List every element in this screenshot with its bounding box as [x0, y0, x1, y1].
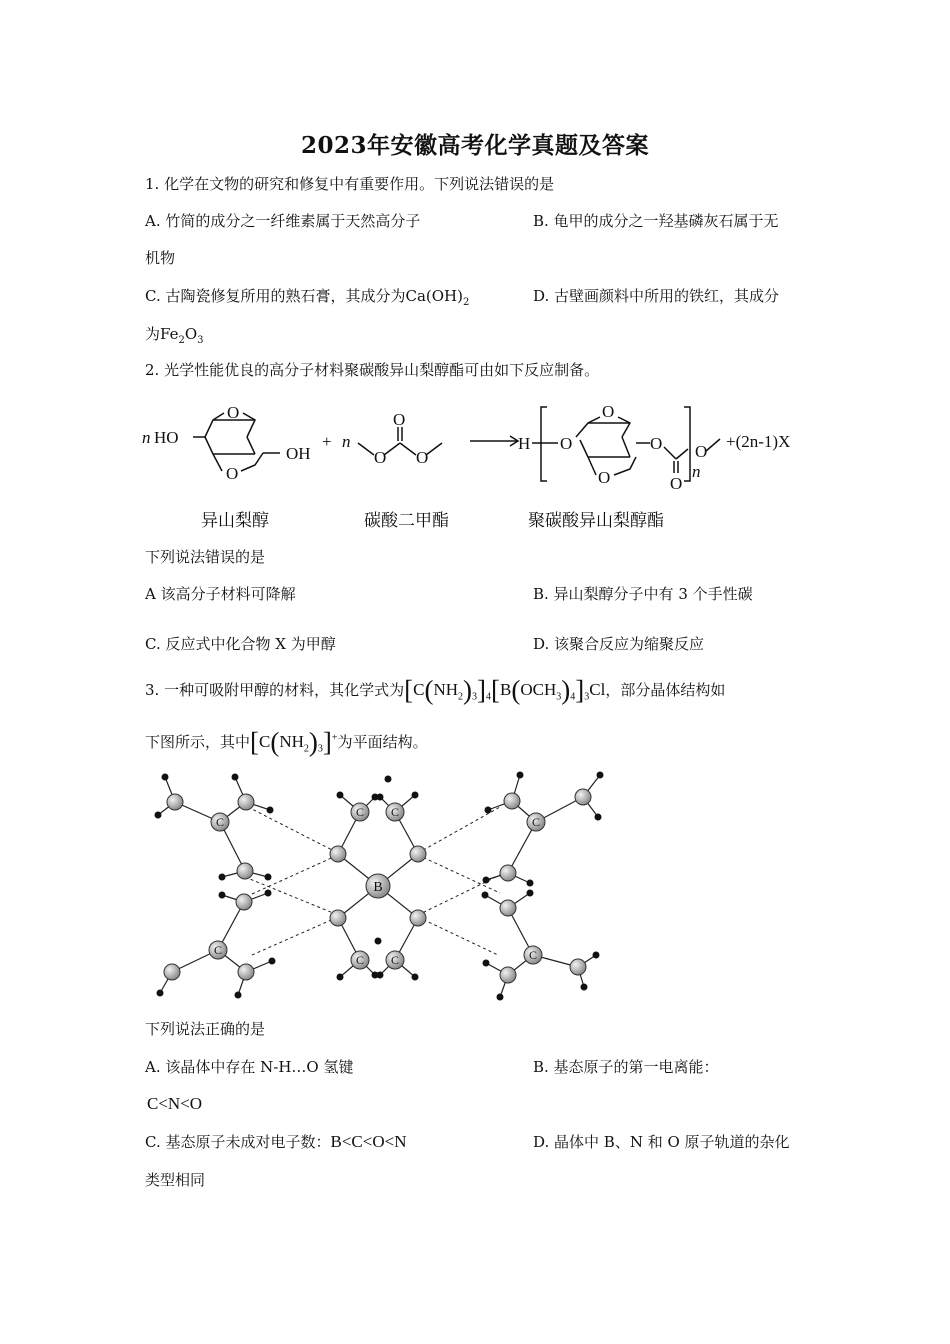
o-label-4: O: [393, 410, 406, 429]
q1-option-a: A. 竹简的成分之一纤维素属于天然高分子: [145, 212, 421, 230]
q1-option-c: C. 古陶瓷修复所用的熟石膏，其成分为$Ca(OH)_2$: [145, 287, 470, 308]
q2-prompt: 下列说法错误的是: [145, 548, 266, 566]
q3-option-b-cont: C<N<O: [147, 1094, 203, 1113]
c-atom-label: C: [355, 953, 365, 967]
q2-option-c: C. 反应式中化合物 X 为甲醇: [145, 635, 336, 653]
crystal-structure-diagram: [150, 765, 620, 1005]
o-label-9: O: [650, 434, 663, 453]
caption-dimethyl-carbonate: 碳酸二甲酯: [364, 511, 449, 531]
q1-option-b-cont: 机物: [145, 249, 176, 267]
o-label-11: O: [695, 442, 708, 461]
o-label-8: O: [598, 468, 611, 487]
n-coefficient-1: n: [142, 428, 151, 447]
o-label-6: O: [560, 434, 573, 453]
o-label-10: O: [670, 474, 683, 493]
q3-option-a: A. 该晶体中存在 N-H…O 氢键: [145, 1058, 354, 1076]
o-label-3: O: [374, 448, 387, 467]
q2-option-a: A 该高分子材料可降解: [145, 585, 296, 603]
caption-isosorbide: 异山梨醇: [201, 511, 269, 531]
reaction-scheme: [140, 395, 820, 500]
q3-option-d: D. 晶体中 B、N 和 O 原子轨道的杂化: [533, 1133, 790, 1151]
b-atom-label: B: [373, 880, 383, 895]
caption-polycarbonate: 聚碳酸异山梨醇酯: [528, 511, 664, 531]
c-atom-label: C: [390, 805, 400, 819]
cation-formula: $[C(NH_2)_3]^+$: [250, 727, 338, 757]
x-byproduct: +(2n-1)X: [726, 432, 791, 451]
q2-option-d: D. 该聚合反应为缩聚反应: [533, 635, 705, 653]
q2-stem: 2. 光学性能优良的高分子材料聚碳酸异山梨醇酯可由如下反应制备。: [145, 361, 600, 379]
c-atom-label: C: [213, 943, 223, 957]
h-label: H: [518, 434, 531, 453]
c-atom-label: C: [355, 805, 365, 819]
q1-stem: 1. 化学在文物的研究和修复中有重要作用。下列说法错误的是: [145, 175, 555, 193]
q3-stem: 3. 一种可吸附甲醇的材料，其化学式为$[C(NH_2)_3]_4[B(OCH_3)_4]_3Cl$，部分晶体结构如: [145, 675, 726, 705]
c-atom-label: C: [215, 815, 225, 829]
page-title: 2023年安徽高考化学真题及答案: [300, 132, 649, 159]
chemical-formula: $[C(NH_2)_3]_4[B(OCH_3)_4]_3Cl$: [404, 675, 606, 705]
q1-option-d: D. 古壁画颜料中所用的铁红，其成分: [533, 287, 780, 305]
o-label-1: O: [227, 403, 240, 422]
q1-option-b: B. 龟甲的成分之一羟基磷灰石属于无: [533, 212, 779, 230]
q2-option-b: B. 异山梨醇分子中有 3 个手性碳: [533, 585, 753, 603]
oh-label: OH: [286, 444, 311, 463]
plus-sign: +: [322, 432, 332, 451]
o-label-5: O: [416, 448, 429, 467]
o-label-2: O: [226, 464, 239, 483]
o-label-7: O: [602, 402, 615, 421]
q1-option-d-cont: 为$Fe_2O_3$: [145, 325, 204, 346]
q3-option-c: C. 基态原子未成对电子数：B<C<O<N: [145, 1132, 407, 1151]
n-subscript: n: [692, 462, 701, 481]
n-coefficient-2: n: [342, 432, 351, 451]
q3-prompt: 下列说法正确的是: [145, 1020, 266, 1038]
q3-option-d-cont: 类型相同: [145, 1171, 206, 1189]
c-atom-label: C: [531, 815, 541, 829]
c-atom-label: C: [528, 948, 538, 962]
q3-stem-line2: 下图所示，其中$[C(NH_2)_3]^+$为平面结构。: [145, 727, 428, 757]
c-atom-label: C: [390, 953, 400, 967]
ho-label: HO: [154, 428, 179, 447]
q3-option-b: B. 基态原子的第一电离能：: [533, 1058, 719, 1076]
